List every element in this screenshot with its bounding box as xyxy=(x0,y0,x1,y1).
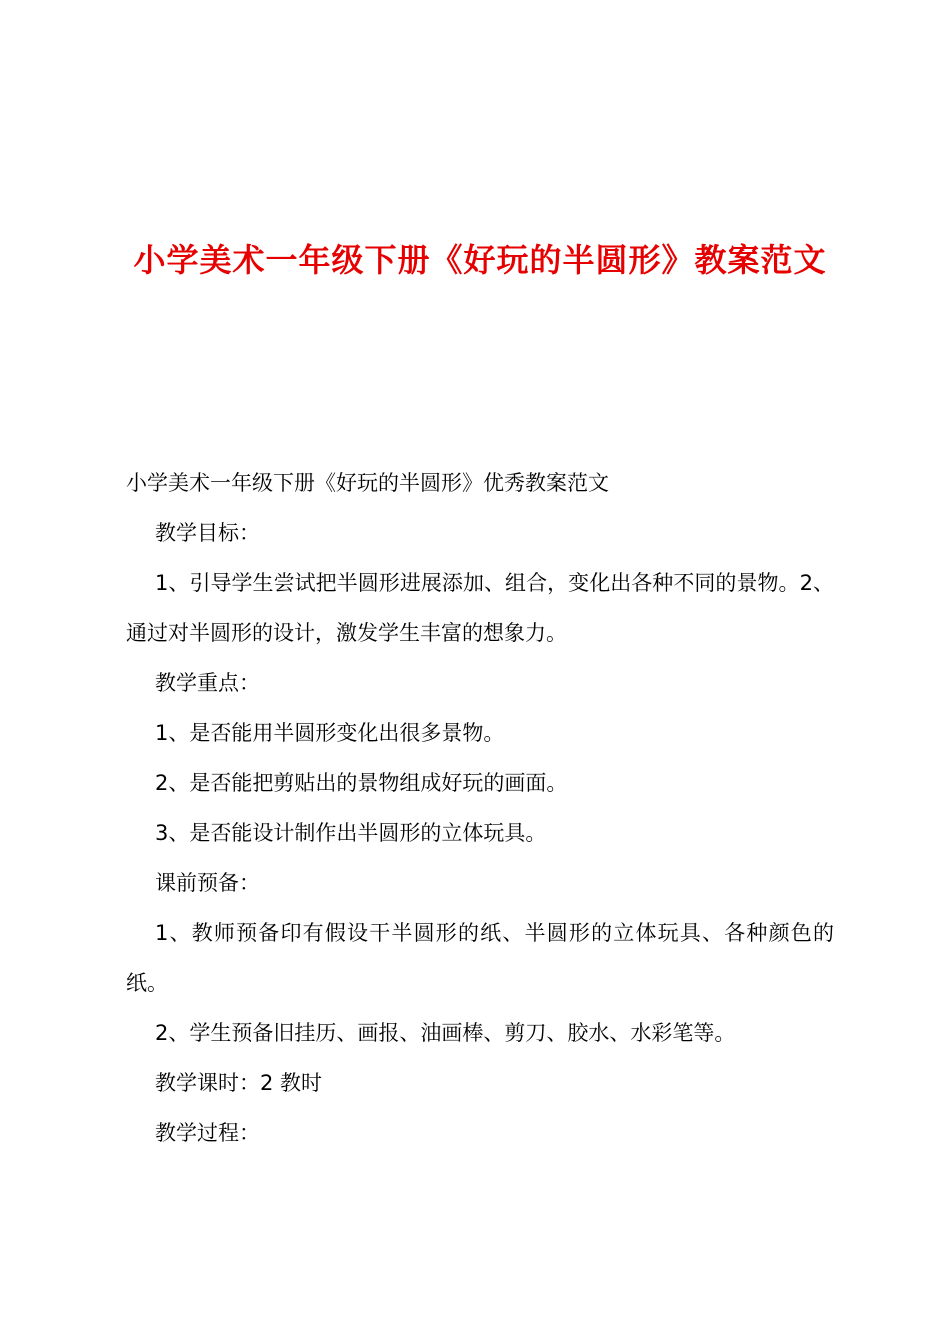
preparation-item-1: 1、教师预备印有假设干半圆形的纸、半圆形的立体玩具、各种颜色的纸。 xyxy=(126,921,834,995)
document-body xyxy=(126,458,834,1158)
preparation-heading: 课前预备： xyxy=(155,871,260,895)
document-title: 小学美术一年级下册《好玩的半圆形》教案范文 xyxy=(133,241,827,279)
teaching-focus-heading: 教学重点： xyxy=(155,671,260,695)
subtitle-paragraph: 小学美术一年级下册《好玩的半圆形》优秀教案范文 xyxy=(126,471,609,495)
teaching-goals-heading: 教学目标： xyxy=(155,521,260,545)
teaching-goals-paragraph: 1、引导学生尝试把半圆形进展添加、组合，变化出各种不同的景物。2、通过对半圆形的设计，激发学生丰富的想象力。 xyxy=(126,571,834,645)
focus-item-2: 2、是否能把剪贴出的景物组成好玩的画面。 xyxy=(155,771,568,795)
class-hours: 教学课时：2 教时 xyxy=(155,1071,323,1095)
teaching-process-heading: 教学过程： xyxy=(155,1121,260,1145)
preparation-item-2: 2、学生预备旧挂历、画报、油画棒、剪刀、胶水、水彩笔等。 xyxy=(155,1021,736,1045)
focus-item-3: 3、是否能设计制作出半圆形的立体玩具。 xyxy=(155,821,547,845)
focus-item-1: 1、是否能用半圆形变化出很多景物。 xyxy=(155,721,505,745)
